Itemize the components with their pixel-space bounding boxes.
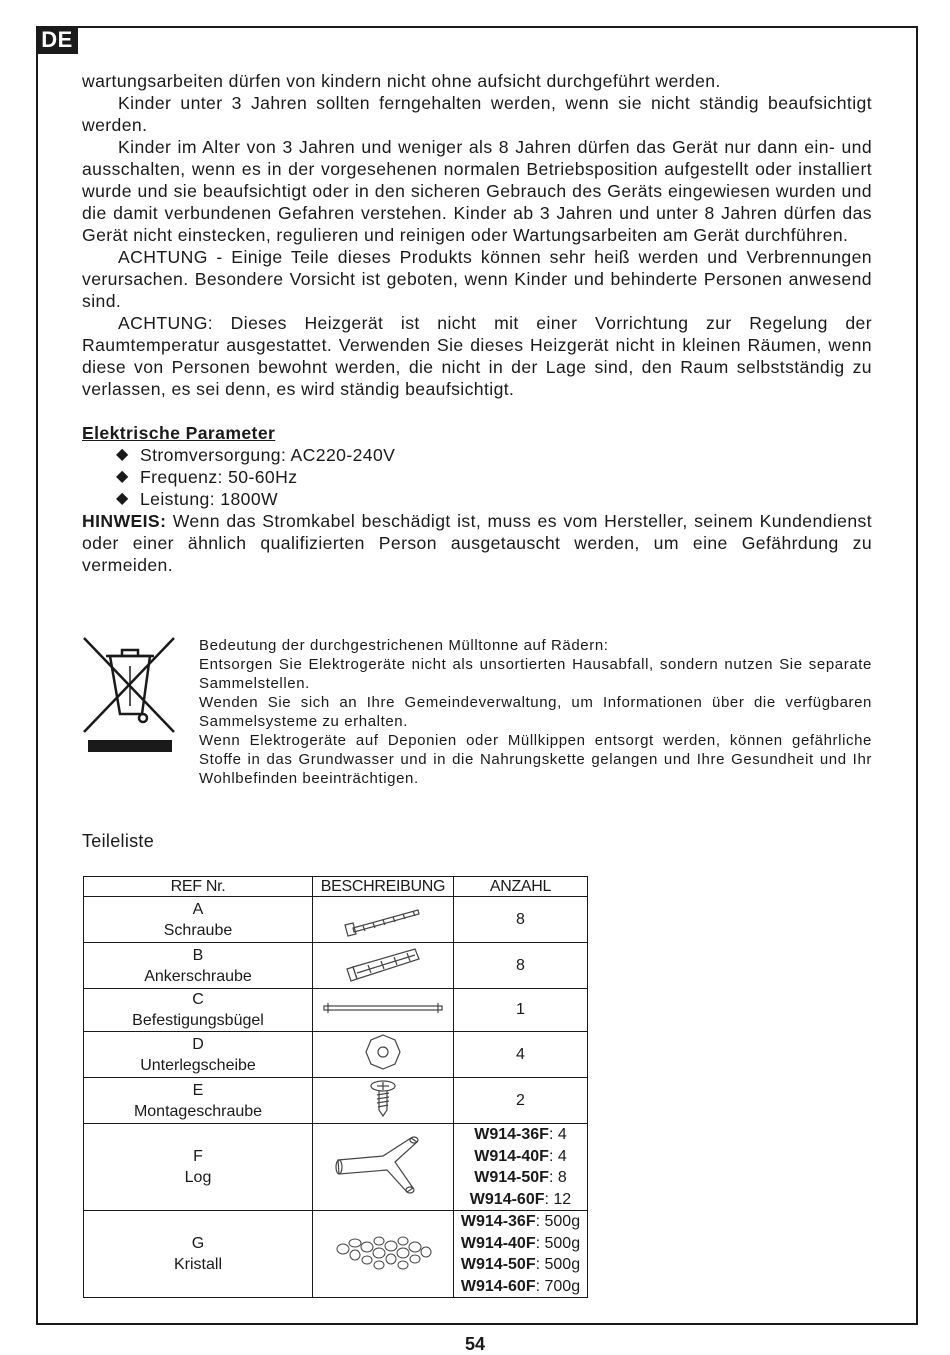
paragraph-3: Kinder im Alter von 3 Jahren und weniger als 8 Jahren dürfen das Gerät nur dann ein- und ausschalten, wenn es in der vorgesehenen normalen Betriebsposition aufgestellt oder installiert wurde und sie beaufsichtigt oder in den sicheren Gebrauch des Geräts eingewiesen wurden und die damit verbundenen Gefahren verstehen. Kinder ab 3 Jahren und unter 8 Jahren dürfen das Gerät nicht einstecken, regulieren und reinigen oder Wartungsarbeiten am Gerät durchführen. <box>82 137 872 245</box>
table-row: E Montageschraube 2 <box>84 1078 588 1124</box>
paragraph-5: ACHTUNG: Dieses Heizgerät ist nicht mit einer Vorrichtung zur Regelung der Raumtemperatur ausgestattet. Verwenden Sie dieses Heizgerät nicht in kleinen Räumen, wenn diese von Personen bewohnt werden, die nicht in der Lage sind, den Raum selbstständig zu verlassen, es sei denn, es wird ständig beaufsichtigt. <box>82 313 872 399</box>
table-row: C Befestigungsbügel 1 <box>84 989 588 1032</box>
language-badge: DE <box>36 26 78 54</box>
electrical-list <box>82 444 872 510</box>
paragraph-4: ACHTUNG - Einige Teile dieses Produkts können sehr heiß werden und Verbrennungen verursachen. Besondere Vorsicht ist geboten, wenn Kinder und behinderte Personen anwesend sind. <box>82 247 872 311</box>
mounting-screw-icon <box>365 1078 401 1118</box>
table-row: B Ankerschraube 8 <box>84 943 588 989</box>
washer-icon <box>363 1032 403 1072</box>
diamond-bullet-icon: ◆ <box>116 490 129 507</box>
weee-paragraph-3: Wenn Elektrogeräte auf Deponien oder Müllkippen entsorgt werden, können gefährliche Stoffe in das Grundwasser und in die Nahrungskette gelangen und Ihre Gesundheit und Ihr Wohlbefinden beeinträchtigen. <box>199 732 872 787</box>
weee-title: Bedeutung der durchgestrichenen Mülltonne auf Rädern: <box>199 637 609 654</box>
parts-list-title: Teileliste <box>82 831 155 851</box>
list-item: ◆ Frequenz: 50-60Hz <box>116 467 298 487</box>
note-text: Wenn das Stromkabel beschädigt ist, muss es vom Hersteller, seinem Kundendienst oder einer ähnlich qualifizierten Person ausgetauscht werden, um eine Gefährdung zu vermeiden. <box>82 511 872 575</box>
weee-paragraph-1: Entsorgen Sie Elektrogeräte nicht als unsortierten Hausabfall, sondern nutzen Sie separate Sammelstellen. <box>199 656 872 692</box>
table-header-row <box>84 877 588 897</box>
log-icon <box>333 1130 433 1200</box>
note-label: HINWEIS: <box>82 511 167 531</box>
diamond-bullet-icon: ◆ <box>116 468 129 485</box>
table-row: G Kristall W914-36F: 500g W914-40F: 500g W914-50F: 500g W914-60F: 700g <box>84 1211 588 1298</box>
table-row: F Log W914-36F: 4 W914-40F: 4 W914-50F: 8 W914-60F: 12 <box>84 1124 588 1211</box>
col-header-quantity: ANZAHL <box>454 877 588 897</box>
table-row: A Schraube 8 <box>84 897 588 943</box>
weee-text <box>199 636 872 788</box>
note-paragraph <box>82 510 872 576</box>
list-item: ◆ Stromversorgung: AC220-240V <box>116 445 396 465</box>
list-item: ◆ Leistung: 1800W <box>116 489 279 509</box>
col-header-ref: REF Nr. <box>84 877 313 897</box>
diamond-bullet-icon: ◆ <box>116 446 129 463</box>
parts-table <box>83 876 588 1298</box>
page-number: 54 <box>464 1334 486 1354</box>
weee-paragraph-2: Wenden Sie sich an Ihre Gemeindeverwaltung, um Informationen über die verfügbaren Sammelsysteme zu erhalten. <box>199 694 872 730</box>
crossed-out-wheelie-bin-icon <box>82 636 178 754</box>
paragraph-1: wartungsarbeiten dürfen von kindern nicht ohne aufsicht durchgeführt werden. <box>82 71 721 91</box>
safety-text <box>82 70 872 576</box>
table-row: D Unterlegscheibe 4 <box>84 1032 588 1078</box>
paragraph-2: Kinder unter 3 Jahren sollten ferngehalten werden, wenn sie nicht ständig beaufsichtigt werden. <box>82 93 872 135</box>
crystal-pebbles-icon <box>331 1227 435 1277</box>
wall-anchor-icon <box>323 943 443 983</box>
screw-icon <box>323 897 443 937</box>
mounting-bracket-icon <box>318 993 448 1023</box>
electrical-heading: Elektrische Parameter <box>82 423 276 443</box>
col-header-description: BESCHREIBUNG <box>313 877 454 897</box>
